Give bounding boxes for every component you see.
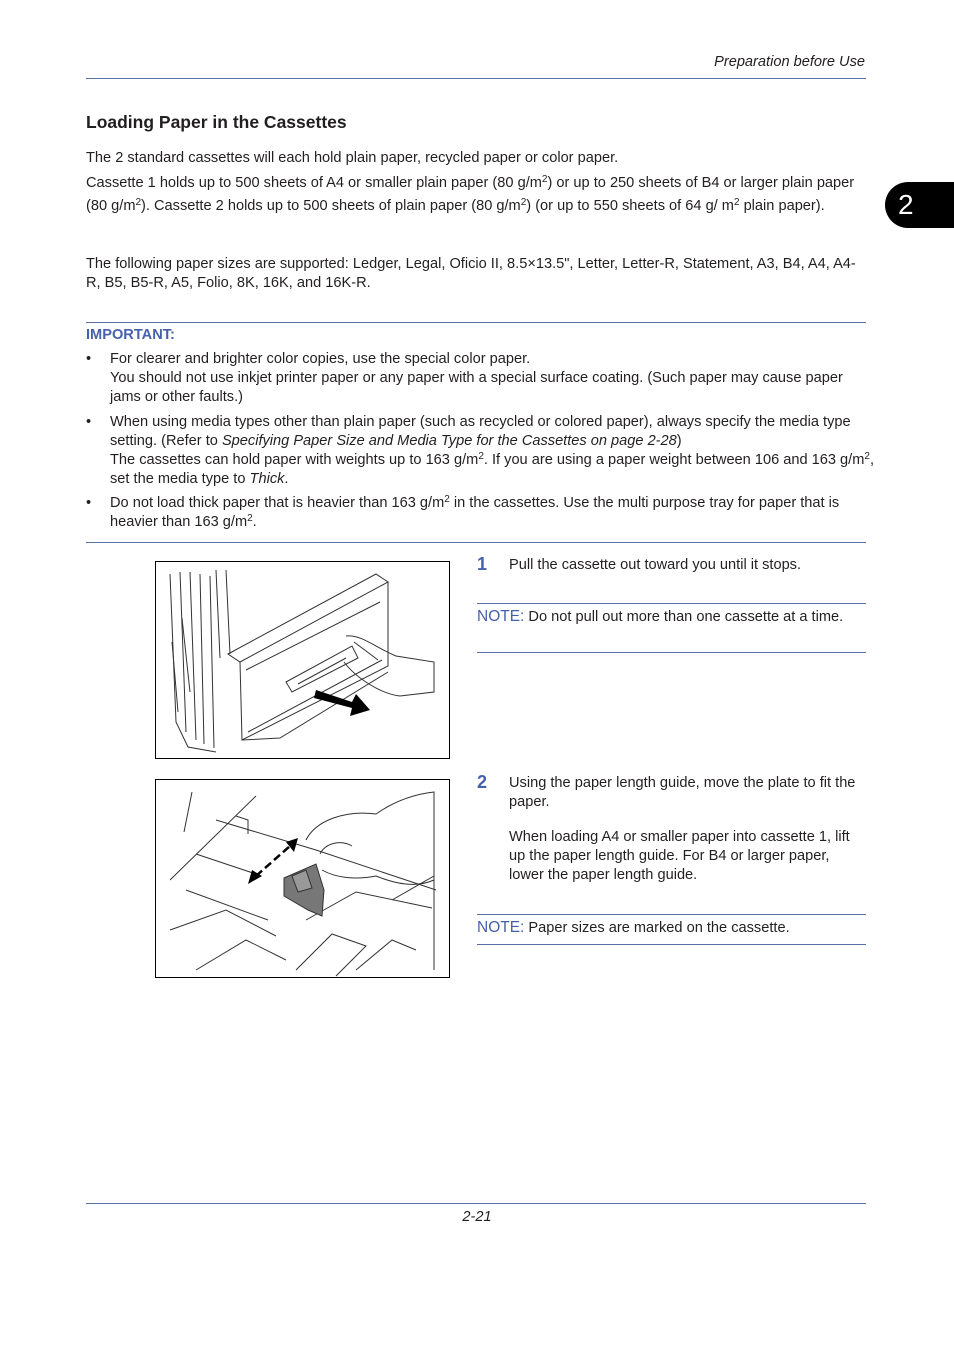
step1-number: 1	[477, 554, 488, 574]
step2-number: 2	[477, 772, 488, 792]
capacity-paragraph: Cassette 1 holds up to 500 sheets of A4 or smaller plain paper (80 $g/m^2$) or up to 250 sheets of B4 or larger plain paper (80 $g/m^2$). Cassette 2 holds up to 500 sheets of plain paper (80 $g/m^2$) (or up to 550 sheets of 64 g/ $m^2$ plain paper).	[86, 174, 855, 214]
note-label: NOTE:	[477, 608, 525, 625]
important-top-rule	[86, 322, 866, 323]
step1-note: NOTE: Do not pull out more than one cassette at a time.	[477, 608, 844, 625]
intro-paragraph: The 2 standard cassettes will each hold plain paper, recycled paper or color paper.	[86, 150, 619, 166]
step2-detail-text: When loading A4 or smaller paper into cassette 1, lift up the paper length guide. For B4 or larger paper, lower the paper length guide.	[509, 829, 850, 883]
chapter-tab: 2	[885, 182, 954, 228]
guide-direction-arrow	[256, 846, 290, 876]
step2-illustration	[155, 779, 450, 978]
step2-note: NOTE: Paper sizes are marked on the cassette.	[477, 919, 790, 936]
step1-note-top-rule	[477, 603, 866, 604]
bullet-dot: •	[86, 414, 92, 430]
step2-note-top-rule	[477, 914, 866, 915]
step2-note-bottom-rule	[477, 944, 866, 945]
step1-note-bottom-rule	[477, 652, 866, 653]
important-bottom-rule	[86, 542, 866, 543]
step2-text: Using the paper length guide, move the plate to fit the paper.	[509, 775, 856, 810]
pull-cassette-drawing	[156, 562, 449, 758]
note-label: NOTE:	[477, 919, 525, 936]
important-bullet-3: • Do not load thick paper that is heavier than 163 $g/m^2$ in the cassettes. Use the multi purpose tray for paper that is heavier than 163 $g/m^2$.	[86, 494, 840, 530]
important-bullet-2: • When using media types other than plain paper (such as recycled or colored paper), always specify the media type setting. (Refer to Specifying Paper Size and Media Type for the Cassettes on page 2-28) The cassettes can hold paper with weights up to 163 $g/m^2$. If you are using a paper weight between 106 and 163 $g/m^2$, set the media type to Thick.	[86, 414, 875, 487]
running-header: Preparation before Use	[714, 54, 865, 70]
page-number: 2-21	[462, 1209, 492, 1225]
paper-sizes-paragraph: The following paper sizes are supported: Ledger, Legal, Oficio II, 8.5×13.5", Letter, Letter-R, Statement, A3, B4, A4, A4-R, B5, B5-R, A5, Folio, 8K, 16K, and 16K-R.	[86, 256, 856, 291]
step1-illustration	[155, 561, 450, 759]
bullet-dot: •	[86, 495, 92, 511]
important-label: IMPORTANT:	[86, 327, 175, 343]
section-title: Loading Paper in the Cassettes	[86, 112, 347, 132]
header-rule	[86, 78, 866, 79]
length-guide-drawing	[156, 780, 449, 977]
bullet-dot: •	[86, 351, 92, 367]
footer-rule	[86, 1203, 866, 1204]
step1-text: Pull the cassette out toward you until it stops.	[509, 557, 802, 573]
important-bullet-1: • For clearer and brighter color copies, use the special color paper. You should not use inkjet printer paper or any paper with a special surface coating. (Such paper may cause paper jams or other faults.)	[86, 351, 843, 405]
